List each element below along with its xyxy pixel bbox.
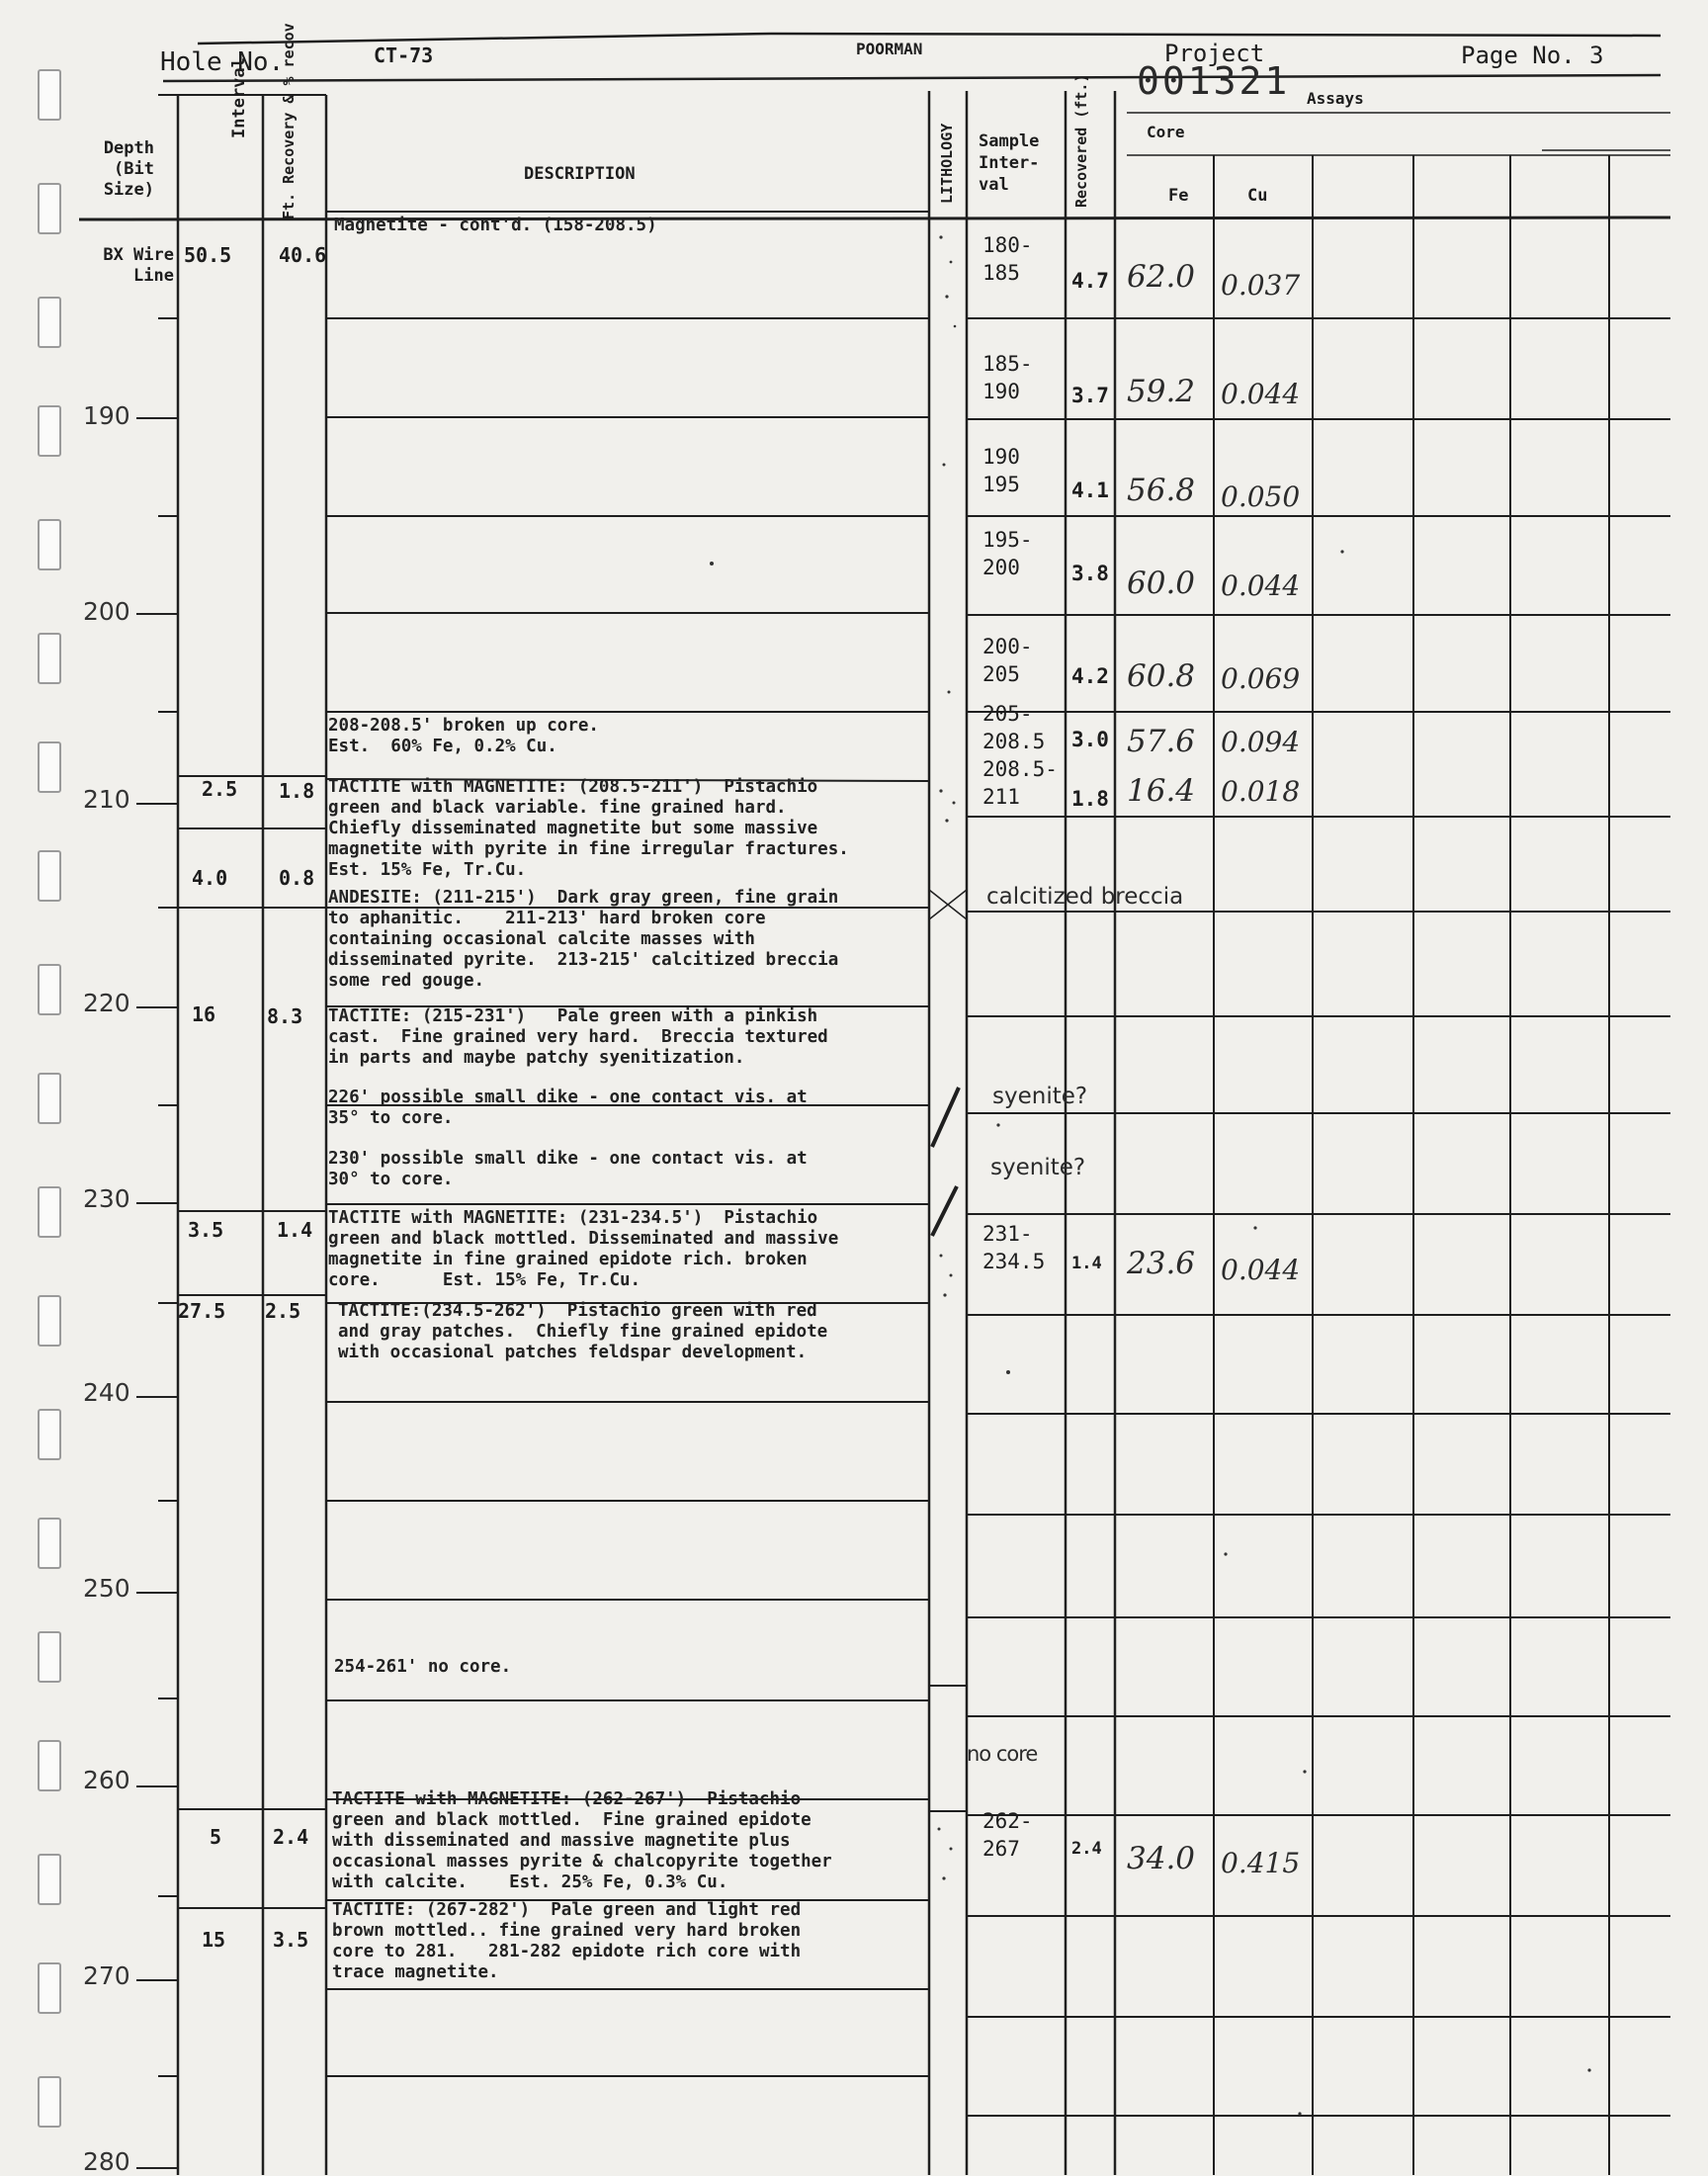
depth-marker: 230 <box>83 1184 130 1213</box>
description-tactite-magnetite-3: TACTITE with MAGNETITE: (262-267') Pistachio green and black mottled. Fine grained epidote with disseminated and massive magnetite plus occasional masses pyrite & chalcopyrite together with calcite. Est. 25% Fe, 0.3% Cu. <box>332 1789 832 1892</box>
description-dike-226: 226' possible small dike - one contact vis. at 35° to core. <box>328 1088 808 1128</box>
recovery-value: 2.4 <box>273 1825 309 1849</box>
interval-value: 3.5 <box>188 1218 224 1242</box>
sample-interval: 200- 205 <box>982 635 1033 686</box>
project-label: Project <box>1164 40 1265 67</box>
hole-label: Hole No. <box>160 47 285 77</box>
cu-assay: 0.044 <box>1221 378 1301 410</box>
description-tactite-3: TACTITE: (267-282') Pale green and light red brown mottled.. fine grained very hard broken core to 281. 281-282 epidote rich core with trace magnetite. <box>332 1900 802 1982</box>
fe-assay: 62.0 <box>1127 259 1196 295</box>
sample-interval: 180- 185 <box>982 233 1033 285</box>
interval-column-header: Interval <box>229 57 249 138</box>
interval-value: 16 <box>192 1002 216 1026</box>
depth-tick <box>136 1979 178 1981</box>
recovery-value: 40.6 <box>279 243 327 267</box>
fe-assay: 60.8 <box>1127 658 1196 694</box>
core-label: Core <box>1147 123 1185 141</box>
sample-recovered: 1.4 <box>1071 1254 1102 1273</box>
description-tactite-magnetite-2: TACTITE with MAGNETITE: (231-234.5') Pistachio green and black mottled. Disseminated and massive magnetite in fine grained epidote rich. broken core. Est. 15% Fe, Tr.Cu. <box>328 1208 839 1290</box>
cu-assay: 0.415 <box>1221 1847 1301 1879</box>
recovery-value: 8.3 <box>267 1004 303 1028</box>
description-dike-230: 230' possible small dike - one contact vis. at 30° to core. <box>328 1149 808 1189</box>
depth-marker: 210 <box>83 785 130 814</box>
description-magnetite-continued: Magnetite - cont'd. (158-208.5) <box>334 216 657 235</box>
hole-number: CT-73 <box>374 44 434 67</box>
description-no-core: 254-261' no core. <box>334 1657 512 1677</box>
sample-interval: 205- 208.5 <box>982 702 1046 753</box>
cu-assay: 0.037 <box>1221 269 1301 302</box>
sample-recovered: 3.0 <box>1071 728 1109 751</box>
interval-value: 15 <box>202 1928 226 1952</box>
depth-marker: 220 <box>83 989 130 1017</box>
fe-assay: 56.8 <box>1127 473 1196 508</box>
depth-marker: 240 <box>83 1378 130 1407</box>
recovery-value: 2.5 <box>265 1299 301 1323</box>
sample-recovered: 4.2 <box>1071 664 1109 688</box>
fe-assay: 57.6 <box>1127 724 1196 759</box>
cu-assay: 0.069 <box>1221 662 1301 695</box>
cu-assay: 0.044 <box>1221 569 1301 602</box>
depth-marker: 250 <box>83 1574 130 1603</box>
note-syenite: syenite? <box>992 1084 1088 1109</box>
fe-assay: 16.4 <box>1127 773 1196 809</box>
sample-interval: 208.5- 211 <box>982 757 1058 809</box>
mine-name: POORMAN <box>856 40 923 58</box>
depth-column-header: Depth (Bit Size) <box>103 138 154 200</box>
description-column-header: DESCRIPTION <box>524 164 636 184</box>
depth-marker: 270 <box>83 1961 130 1990</box>
sample-recovered: 4.1 <box>1071 479 1109 502</box>
interval-value: 5 <box>210 1825 222 1849</box>
description-broken-core: 208-208.5' broken up core. Est. 60% Fe, 0.2% Cu. <box>328 716 599 756</box>
fe-assay: 34.0 <box>1127 1841 1196 1876</box>
cu-column-header: Cu <box>1247 186 1268 206</box>
sample-interval: 231- 234.5 <box>982 1222 1046 1273</box>
depth-tick <box>136 803 178 805</box>
sample-recovered: 2.4 <box>1071 1839 1102 1859</box>
depth-tick <box>136 1202 178 1204</box>
fe-assay: 60.0 <box>1127 566 1196 601</box>
interval-value: 2.5 <box>202 777 238 801</box>
assays-label: Assays <box>1307 89 1364 108</box>
depth-tick <box>136 1006 178 1008</box>
note-syenite: syenite? <box>990 1155 1086 1180</box>
depth-marker: 190 <box>83 401 130 430</box>
note-calcitized-breccia: calcitized breccia <box>986 884 1184 910</box>
interval-value: 27.5 <box>178 1299 226 1323</box>
sample-interval: 195- 200 <box>982 528 1033 579</box>
sample-interval: 262- 267 <box>982 1809 1033 1861</box>
fe-column-header: Fe <box>1168 186 1189 206</box>
sample-recovered: 1.8 <box>1071 787 1109 811</box>
depth-tick <box>136 1396 178 1398</box>
sample-recovered: 4.7 <box>1071 269 1109 293</box>
recovery-value: 1.4 <box>277 1218 313 1242</box>
recovery-column-header: Ft. Recovery & % recov <box>280 23 298 219</box>
depth-marker: 280 <box>83 2147 130 2176</box>
page-number: Page No. 3 <box>1461 42 1604 69</box>
recovery-value: 1.8 <box>279 779 315 803</box>
depth-tick <box>136 1592 178 1594</box>
fe-assay: 59.2 <box>1127 374 1196 409</box>
depth-tick <box>136 1785 178 1787</box>
sample-interval: 190 195 <box>982 445 1020 496</box>
lithology-column-header: LITHOLOGY <box>938 123 956 204</box>
depth-marker: 260 <box>83 1766 130 1794</box>
sample-recovered: 3.7 <box>1071 384 1109 407</box>
sample-interval-column-header: Sample Inter- val <box>979 131 1040 195</box>
fe-assay: 23.6 <box>1127 1246 1196 1281</box>
sample-interval: 185- 190 <box>982 352 1033 403</box>
depth-tick <box>136 417 178 419</box>
description-tactite-magnetite-1: TACTITE with MAGNETITE: (208.5-211') Pistachio green and black variable. fine grained hard. Chiefly disseminated magnetite but some massive magnetite with pyrite in fine irregular fractures. Est. 15% Fe, Tr.Cu. <box>328 777 849 880</box>
cu-assay: 0.044 <box>1221 1254 1301 1286</box>
sample-recovered: 3.8 <box>1071 562 1109 585</box>
cu-assay: 0.050 <box>1221 480 1301 513</box>
description-tactite-1: TACTITE: (215-231') Pale green with a pinkish cast. Fine grained very hard. Breccia textured in parts and maybe patchy syenitization. <box>328 1006 828 1068</box>
recovery-value: 3.5 <box>273 1928 309 1952</box>
bit-size-note: BX Wire Line <box>103 245 174 286</box>
document-stamp-number: 001321 <box>1137 59 1291 103</box>
description-andesite: ANDESITE: (211-215') Dark gray green, fine grain to aphanitic. 211-213' hard broken core containing occasional calcite masses with disseminated pyrite. 213-215' calcitized breccia some red gouge. <box>328 888 839 991</box>
depth-tick <box>136 613 178 615</box>
note-no-core: no core <box>967 1742 1038 1766</box>
interval-value: 4.0 <box>192 866 228 890</box>
cu-assay: 0.018 <box>1221 775 1301 808</box>
recovery-value: 0.8 <box>279 866 315 890</box>
depth-marker: 200 <box>83 597 130 626</box>
depth-tick <box>136 2167 178 2169</box>
cu-assay: 0.094 <box>1221 726 1301 758</box>
interval-value: 50.5 <box>184 243 232 267</box>
description-tactite-2: TACTITE:(234.5-262') Pistachio green with red and gray patches. Chiefly fine grained epidote with occasional patches feldspar development. <box>338 1301 828 1362</box>
recovered-column-header: Recovered (ft.) <box>1072 73 1090 208</box>
